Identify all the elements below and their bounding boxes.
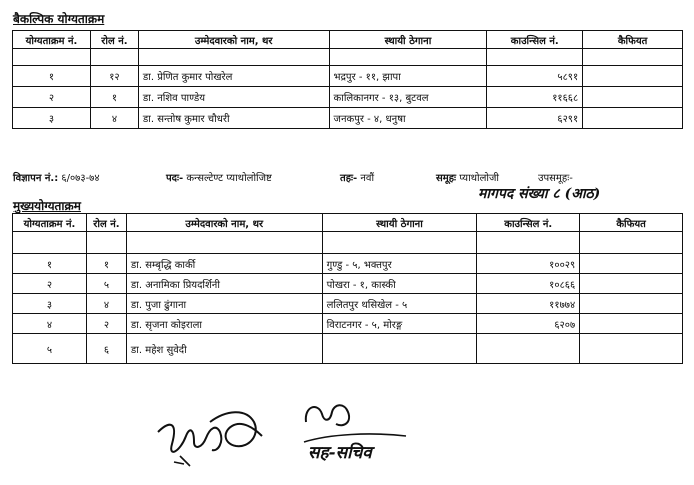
advert-subgroup-label: उपसमूहः-	[538, 173, 573, 184]
col-header-rank: योग्यताक्रम नं.	[13, 31, 91, 49]
table-row	[13, 87, 683, 108]
col-header-roll: रोल नं.	[86, 214, 126, 232]
roll-cell: १	[90, 87, 138, 108]
rank-cell: ४	[13, 314, 87, 334]
col-header-roll: रोल नं.	[90, 31, 138, 49]
advert-post	[166, 170, 272, 184]
table-row	[13, 294, 683, 314]
rank-cell: १	[13, 66, 91, 87]
address-cell: विराटनगर - ५, मोरङ्ग	[322, 314, 477, 334]
col-header-address: स्थायी ठेगाना	[322, 214, 477, 232]
rank-cell: २	[13, 87, 91, 108]
advert-number	[13, 170, 100, 184]
address-cell: भद्रपुर - ११, झापा	[329, 66, 487, 87]
handwritten-signature-left	[150, 392, 280, 472]
advert-level-value: नवौं	[360, 173, 375, 184]
table-row	[13, 274, 683, 294]
name-cell: डा. सम्बृद्धि कार्की	[126, 254, 322, 274]
table-header-row	[13, 31, 683, 49]
remarks-cell	[580, 334, 683, 364]
remarks-cell	[580, 274, 683, 294]
table-header-row	[13, 214, 683, 232]
advert-number-label: विज्ञापन नं.:	[13, 173, 59, 184]
advert-post-label: पदः-	[166, 173, 184, 184]
table-row	[13, 254, 683, 274]
remarks-cell	[580, 314, 683, 334]
roll-cell: ४	[86, 294, 126, 314]
council-cell: १०८६६	[477, 274, 580, 294]
advert-group	[436, 170, 499, 184]
council-cell: ११६६८	[487, 87, 583, 108]
advert-group-label: समूहः	[436, 173, 457, 184]
council-cell	[477, 334, 580, 364]
main-merit-table	[12, 213, 683, 364]
name-cell: डा. महेश सुवेदी	[126, 334, 322, 364]
address-cell: जनकपुर - ४, धनुषा	[329, 108, 487, 129]
col-header-rank: योग्यताक्रम नं.	[13, 214, 87, 232]
col-header-address: स्थायी ठेगाना	[329, 31, 487, 49]
rank-cell: २	[13, 274, 87, 294]
address-cell	[322, 334, 477, 364]
roll-cell: ५	[86, 274, 126, 294]
signature-caption: सह-सचिव	[308, 443, 372, 463]
rank-cell: ५	[13, 334, 87, 364]
address-cell: पोखरा - १, कास्की	[322, 274, 477, 294]
council-cell: ६२९१	[487, 108, 583, 129]
name-cell: डा. पुजा ढुंगाना	[126, 294, 322, 314]
table-row	[13, 108, 683, 129]
advert-group-value: प्याथोलोजी	[459, 173, 500, 184]
table-row	[13, 334, 683, 364]
remarks-cell	[580, 254, 683, 274]
col-header-council: काउन्सिल नं.	[477, 214, 580, 232]
handwritten-post-count: मागपद संख्या ८ (आठ)	[478, 186, 601, 202]
address-cell: कालिकानगर - १३, बुटवल	[329, 87, 487, 108]
roll-cell: २	[86, 314, 126, 334]
alternate-merit-table	[12, 30, 683, 129]
advert-post-value: कन्सल्टेण्ट प्याथोलोजिष्ट	[186, 173, 272, 184]
advert-level-label: तहः-	[340, 173, 358, 184]
col-header-name: उम्मेदवारको नाम, थर	[126, 214, 322, 232]
rank-cell: ३	[13, 108, 91, 129]
advert-subgroup	[538, 170, 573, 184]
address-cell: गुण्डु - ५, भक्तपुर	[322, 254, 477, 274]
advert-level	[340, 170, 374, 184]
address-cell: ललितपुर थसिखेल - ५	[322, 294, 477, 314]
roll-cell: ६	[86, 334, 126, 364]
col-header-remarks: कैफियत	[580, 214, 683, 232]
remarks-cell	[580, 294, 683, 314]
remarks-cell	[583, 66, 683, 87]
handwritten-signature-right	[300, 396, 360, 432]
col-header-remarks: कैफियत	[583, 31, 683, 49]
rank-cell: ३	[13, 294, 87, 314]
main-section-title: मुख्ययोग्यताक्रम	[13, 199, 81, 213]
table-row	[13, 314, 683, 334]
council-cell: ११७७४	[477, 294, 580, 314]
name-cell: डा. प्रेणित कुमार पोखरेल	[138, 66, 329, 87]
remarks-cell	[583, 87, 683, 108]
rank-cell: १	[13, 254, 87, 274]
roll-cell: १२	[90, 66, 138, 87]
advert-number-value: ६/०७३-७४	[61, 173, 100, 184]
name-cell: डा. सृजना कोइराला	[126, 314, 322, 334]
roll-cell: १	[86, 254, 126, 274]
name-cell: डा. नशिव पाण्डेय	[138, 87, 329, 108]
alternate-section-title: बैकल्पिक योग्यताक्रम	[13, 12, 105, 26]
council-cell: ६२०७	[477, 314, 580, 334]
col-header-council: काउन्सिल नं.	[487, 31, 583, 49]
remarks-cell	[583, 108, 683, 129]
council-cell: ५८९१	[487, 66, 583, 87]
council-cell: १००२९	[477, 254, 580, 274]
name-cell: डा. अनामिका प्रियदर्शिनी	[126, 274, 322, 294]
table-row	[13, 66, 683, 87]
name-cell: डा. सन्तोष कुमार चौधरी	[138, 108, 329, 129]
col-header-name: उम्मेदवारको नाम, थर	[138, 31, 329, 49]
roll-cell: ४	[90, 108, 138, 129]
